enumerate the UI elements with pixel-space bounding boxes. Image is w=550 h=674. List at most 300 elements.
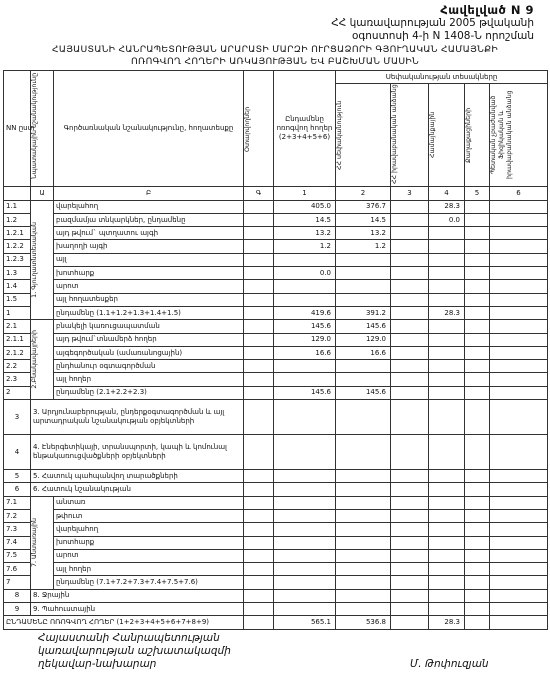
community-cell [429,346,465,359]
row-name: վարելահող [54,523,244,536]
col-num-3: 3 [391,187,429,200]
legal-entity-cell [391,280,429,293]
row-number: 1 [4,306,31,319]
row-name: այգեգործական (ամառանոցային) [54,346,244,359]
table-row [4,293,548,306]
group-label: 7. Անտառային [31,518,38,568]
state-owned-cell: 1.2 [336,240,391,253]
legal-entity-cell [391,496,429,509]
state-owned-cell [336,280,391,293]
row-number: 7.2 [4,509,31,522]
header-nn: NN ըստ [4,71,31,187]
citizens-cell [465,373,490,386]
total-cell: 129.0 [274,333,336,346]
state-owned-cell [336,267,391,280]
appendix-header [331,4,534,43]
col-num-5: 5 [465,187,490,200]
table-row [4,213,548,226]
citizens-cell [465,435,490,470]
state-owned-cell [336,536,391,549]
code-cell [244,240,274,253]
community-cell [429,333,465,346]
state-owned-cell [336,576,391,589]
total-cell [274,523,336,536]
group-label: 2.Բնակավայրերի [31,330,38,389]
code-cell [244,280,274,293]
appendix-number: Հավելված N 9 [440,3,534,17]
other-cell [490,267,548,280]
community-cell [429,400,465,435]
legal-entity-cell [391,360,429,373]
row-number: 2.3 [4,373,31,386]
state-owned-cell [336,523,391,536]
total-cell [274,603,336,616]
table-row [4,563,548,576]
state-owned-cell [336,373,391,386]
table-row [4,483,548,496]
other-cell [490,280,548,293]
legal-entity-cell [391,227,429,240]
community-cell [429,320,465,333]
row-number: 1.2.2 [4,240,31,253]
group-label-cell [31,496,54,589]
header-ownership: Սեփականության տեսակները [336,71,548,84]
code-cell [244,603,274,616]
citizens-cell [465,536,490,549]
table-row [4,509,548,522]
citizens-cell [465,200,490,213]
other-cell [490,360,548,373]
citizens-cell [465,509,490,522]
code-cell [244,253,274,266]
community-cell: 28.3 [429,200,465,213]
citizens-cell [465,333,490,346]
legal-entity-cell [391,267,429,280]
state-owned-cell [336,470,391,483]
citizens-cell [465,240,490,253]
other-cell [490,333,548,346]
legal-entity-cell [391,200,429,213]
total-cell: 0.0 [274,267,336,280]
legal-entity-cell [391,549,429,562]
other-cell [490,373,548,386]
other-cell [490,306,548,319]
row-name: խոտհարք [54,267,244,280]
citizens-cell [465,549,490,562]
table-row [4,435,548,470]
org-line-2: կառավարության աշխատակազմի [38,645,231,657]
row-name: ընդամենը (7.1+7.2+7.3+7.4+7.5+7.6) [54,576,244,589]
col-num-b: Բ [54,187,244,200]
state-owned-cell [336,509,391,522]
group-label: 1. Գյուղատնտեսական [31,222,38,298]
row-name: ընդհանուր օգտագործման [54,360,244,373]
row-number: 2 [4,386,31,399]
org-line-3: ղեկավար-նախարար [38,658,157,670]
row-name: այլ [54,253,244,266]
code-cell [244,333,274,346]
group-label-cell [31,320,54,400]
row-name: այդ թվում`տնամերձ հողեր [54,333,244,346]
header-col-6: Պետական չբաժանված Ֆիզիկական և իրավաբանական անձանց [490,90,513,180]
total-cell: 1.2 [274,240,336,253]
row-name: բազմամյա տնկարկներ, ընդամենը [54,213,244,226]
row-number: 7 [4,576,31,589]
citizens-cell [465,576,490,589]
row-name: խոտհարք [54,536,244,549]
row-number: 7.1 [4,496,31,509]
state-owned-cell [336,603,391,616]
row-name: այլ հողատեսքեր [54,293,244,306]
row-name: այլ հողեր [54,373,244,386]
state-owned-cell: 129.0 [336,333,391,346]
state-owned-cell: 376.7 [336,200,391,213]
other-cell [490,536,548,549]
total-cell [274,435,336,470]
citizens-cell [465,213,490,226]
state-owned-cell [336,496,391,509]
legal-entity-cell [391,523,429,536]
community-cell [429,435,465,470]
code-cell [244,213,274,226]
total-cell: 14.5 [274,213,336,226]
total-cell [274,360,336,373]
code-cell [244,293,274,306]
code-cell [244,549,274,562]
table-row [4,549,548,562]
row-number: 2.1.2 [4,346,31,359]
row-name: արոտ [54,549,244,562]
total-cell [274,549,336,562]
table-row [4,320,548,333]
citizens-cell [465,563,490,576]
other-cell [490,549,548,562]
grand-total-state: 536.8 [336,616,391,629]
community-cell [429,589,465,602]
table-row [4,603,548,616]
code-cell [244,536,274,549]
citizens-cell [465,293,490,306]
other-cell [490,470,548,483]
legal-entity-cell [391,563,429,576]
document-title [0,44,550,68]
legal-entity-cell [391,435,429,470]
other-cell [490,227,548,240]
row-number: 4 [4,435,31,470]
legal-entity-cell [391,483,429,496]
grand-total-label: ԸՆԴԱՄԵՆԸ ՈՌՈԳՎՈՂ ՀՈՂԵՐ (1+2+3+4+5+6+7+8+9) [4,616,244,629]
header-use-type: Գործառնական նշանակությունը, հողատեսքը [54,71,244,187]
title-line-1: ՀԱՅԱՍՏԱՆԻ ՀԱՆՐԱՊԵՏՈՒԹՅԱՆ ԱՐԱՐԱՏԻ ՄԱՐԶԻ ՈՒՐՑԱՁՈՐԻ ԳՅՈՒՂԱԿԱՆ ՀԱՄԱՅՆՔԻ [51,44,499,55]
header-land-category: Նպատակային նշանակությունը [31,72,38,179]
state-owned-cell: 145.6 [336,320,391,333]
other-cell [490,576,548,589]
row-name: վարելահող [54,200,244,213]
community-cell [429,483,465,496]
other-cell [490,616,548,629]
row-name: 9. Պահուստային [31,603,244,616]
row-number: 1.2.3 [4,253,31,266]
header-code: Օտարվողներ [244,106,251,152]
code-cell [244,267,274,280]
code-cell [244,386,274,399]
header-col-2: ՀՀ սեփականություն [336,100,343,170]
row-number: 1.4 [4,280,31,293]
row-number: 2.1 [4,320,31,333]
state-owned-cell [336,293,391,306]
total-cell [274,563,336,576]
citizens-cell [465,227,490,240]
decision-date: օգոստոսի 4-ի N 1408-Ն որոշման [351,30,534,42]
row-name: 5. Հատուկ պահպանվող տարածքների [31,470,244,483]
table-row [4,240,548,253]
state-owned-cell [336,563,391,576]
table-row [4,589,548,602]
total-cell [274,509,336,522]
community-cell [429,240,465,253]
header-total: Ընդամենը ոռոգվող հողեր (2+3+4+5+6) [274,71,336,187]
other-cell [490,346,548,359]
grand-total-value: 565.1 [274,616,336,629]
row-number: 2.2 [4,360,31,373]
title-line-2: ՈՌՈԳՎՈՂ ՀՈՂԵՐԻ ԱՌԿԱՅՈՒԹՅԱՆ ԵՎ ԲԱՇԽՄԱՆ ՄԱՍԻՆ [130,56,420,67]
group-label-cell [31,200,54,320]
row-number: 7.4 [4,536,31,549]
col-num-1: 1 [274,187,336,200]
community-cell [429,536,465,549]
row-number: 8 [4,589,31,602]
legal-entity-cell [391,509,429,522]
code-cell [244,346,274,359]
total-cell: 13.2 [274,227,336,240]
row-name: 4. Էներգետիկայի, տրանսպորտի, կապի և կոմունալ ենթակառուցվածքների օբյեկտների [31,435,244,470]
col-num-4: 4 [429,187,465,200]
row-name: բնակելի կառուցապատման [54,320,244,333]
row-name: 6. Հատուկ նշանակության [31,483,244,496]
table-row [4,280,548,293]
total-cell: 145.6 [274,386,336,399]
community-cell [429,523,465,536]
row-number: 3 [4,400,31,435]
total-cell [274,280,336,293]
grand-total-row [4,616,548,629]
community-cell [429,509,465,522]
row-number: 2.1.1 [4,333,31,346]
total-cell [274,293,336,306]
legal-entity-cell [391,400,429,435]
row-number: 9 [4,603,31,616]
total-cell: 145.6 [274,320,336,333]
legal-entity-cell [391,333,429,346]
total-cell [274,400,336,435]
row-number: 7.5 [4,549,31,562]
table-row [4,496,548,509]
legal-entity-cell [391,346,429,359]
code-cell [244,496,274,509]
row-number: 1.3 [4,267,31,280]
code-cell [244,320,274,333]
code-cell [244,306,274,319]
citizens-cell [465,360,490,373]
citizens-cell [465,400,490,435]
header-col-3: ՀՀ իրավաբանական անձանց [391,84,398,185]
code-cell [244,360,274,373]
legal-entity-cell [391,240,429,253]
community-cell [429,360,465,373]
total-cell [274,253,336,266]
row-number: 6 [4,483,31,496]
row-number: 1.5 [4,293,31,306]
state-owned-cell [336,435,391,470]
table-row [4,576,548,589]
legal-entity-cell [391,213,429,226]
code-cell [244,589,274,602]
citizens-cell [465,280,490,293]
row-name: 8. Ջրային [31,589,244,602]
code-cell [244,483,274,496]
community-cell: 0.0 [429,213,465,226]
citizens-cell [465,306,490,319]
other-cell [490,496,548,509]
community-cell [429,563,465,576]
citizens-cell [465,386,490,399]
citizens-cell [465,483,490,496]
state-owned-cell: 16.6 [336,346,391,359]
table-row [4,470,548,483]
state-owned-cell [336,400,391,435]
other-cell [490,563,548,576]
citizens-cell [465,616,490,629]
row-name: խաղողի այգի [54,240,244,253]
table-row [4,227,548,240]
column-number-row [4,187,548,200]
land-balance-table [3,70,548,630]
community-cell [429,267,465,280]
legal-entity-cell [391,616,429,629]
code-cell [244,616,274,629]
col-num-a: Ա [31,187,54,200]
state-owned-cell: 13.2 [336,227,391,240]
table-row [4,346,548,359]
state-owned-cell: 145.6 [336,386,391,399]
row-name: ընդամենը (1.1+1.2+1.3+1.4+1.5) [54,306,244,319]
citizens-cell [465,346,490,359]
col-num-6: 6 [490,187,548,200]
row-name: այլ հողեր [54,563,244,576]
total-cell [274,576,336,589]
row-number: 7.3 [4,523,31,536]
total-cell [274,373,336,386]
community-cell [429,373,465,386]
table-row [4,523,548,536]
total-cell: 419.6 [274,306,336,319]
table-row [4,306,548,319]
code-cell [244,200,274,213]
code-cell [244,563,274,576]
total-cell [274,536,336,549]
other-cell [490,320,548,333]
legal-entity-cell [391,253,429,266]
row-number: 1.1 [4,200,31,213]
table-row [4,360,548,373]
total-cell [274,470,336,483]
community-cell [429,470,465,483]
total-cell: 405.0 [274,200,336,213]
other-cell [490,213,548,226]
other-cell [490,589,548,602]
total-cell [274,496,336,509]
citizens-cell [465,603,490,616]
table-row [4,267,548,280]
community-cell [429,386,465,399]
legal-entity-cell [391,470,429,483]
table-row [4,253,548,266]
community-cell: 28.3 [429,306,465,319]
state-owned-cell [336,589,391,602]
legal-entity-cell [391,306,429,319]
other-cell [490,386,548,399]
legal-entity-cell [391,603,429,616]
citizens-cell [465,320,490,333]
table-row [4,400,548,435]
community-cell [429,549,465,562]
legal-entity-cell [391,386,429,399]
row-name: արոտ [54,280,244,293]
code-cell [244,400,274,435]
legal-entity-cell [391,293,429,306]
code-cell [244,373,274,386]
header-col-5: Քաղաքացիների [465,107,472,163]
other-cell [490,483,548,496]
legal-entity-cell [391,373,429,386]
other-cell [490,523,548,536]
signatory-name: Մ. Թոփուզյան [410,658,489,670]
row-name: անտառ [54,496,244,509]
total-cell [274,483,336,496]
row-name: 3. Արդյունաբերության, ընդերքօգտագործման և այլ արտադրական նշանակության օբյեկտների [31,400,244,435]
state-owned-cell [336,549,391,562]
community-cell [429,496,465,509]
decision-line: ՀՀ կառավարության 2005 թվականի [331,17,534,29]
state-owned-cell: 391.2 [336,306,391,319]
total-cell [274,589,336,602]
signatory-position [38,632,231,671]
other-cell [490,253,548,266]
state-owned-cell: 14.5 [336,213,391,226]
community-cell [429,227,465,240]
other-cell [490,293,548,306]
row-name: թփուտ [54,509,244,522]
community-cell [429,280,465,293]
community-cell [429,576,465,589]
header-row-1 [4,71,548,84]
citizens-cell [465,589,490,602]
header-col-4: Համայնքային [429,112,436,159]
state-owned-cell [336,253,391,266]
org-line-1: Հայաստանի Հանրապետության [38,632,220,644]
total-cell: 16.6 [274,346,336,359]
community-cell [429,253,465,266]
row-name: ընդամենը (2.1+2.2+2.3) [54,386,244,399]
other-cell [490,509,548,522]
table-row [4,333,548,346]
legal-entity-cell [391,320,429,333]
citizens-cell [465,470,490,483]
code-cell [244,470,274,483]
legal-entity-cell [391,536,429,549]
citizens-cell [465,523,490,536]
other-cell [490,435,548,470]
